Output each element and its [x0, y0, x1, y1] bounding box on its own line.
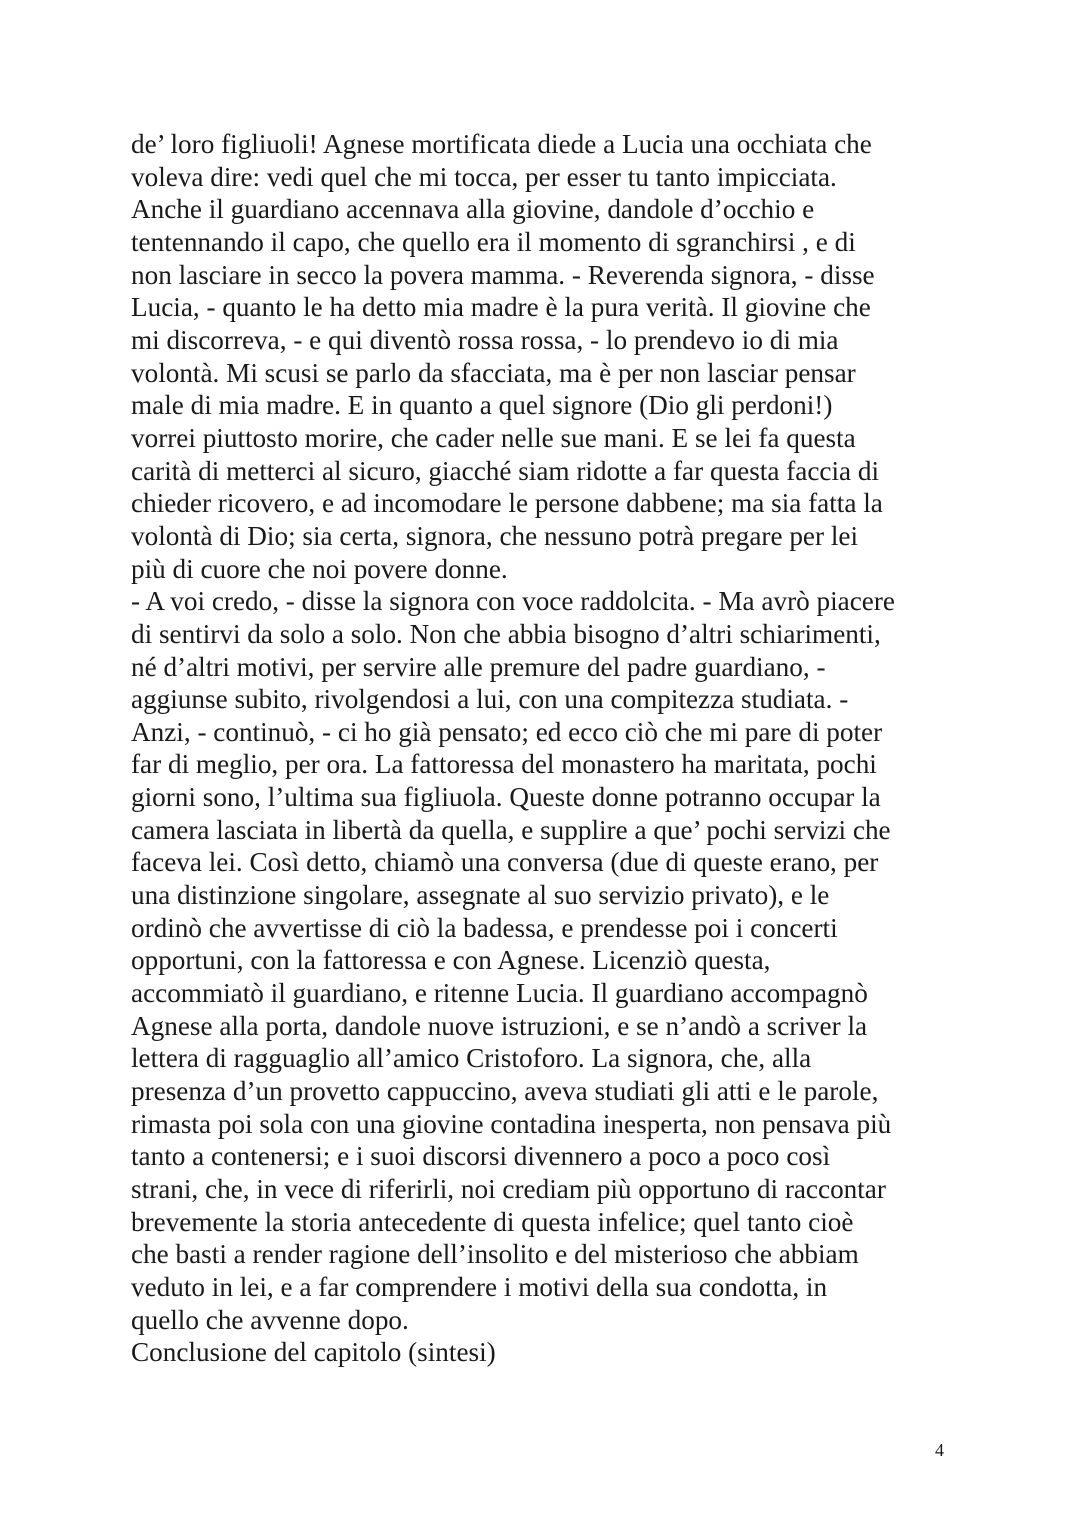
text-line: mi discorreva, - e qui diventò rossa rossa, - lo prendevo io di mia: [131, 324, 839, 355]
text-line: di sentirvi da solo a solo. Non che abbia bisogno d’altri schiarimenti,: [131, 618, 881, 649]
text-line: opportuni, con la fattoressa e con Agnese. Licenziò questa,: [131, 945, 771, 976]
text-line: presenza d’un provetto cappuccino, aveva studiati gli atti e le parole,: [131, 1076, 879, 1107]
text-line: far di meglio, per ora. La fattoressa del monastero ha maritata, pochi: [131, 749, 877, 780]
text-line: - A voi credo, - disse la signora con voce raddolcita. - Ma avrò piacere: [131, 586, 895, 617]
page-number: 4: [935, 1440, 944, 1460]
text-line: che basti a render ragione dell’insolito e del misterioso che abbiam: [131, 1239, 859, 1270]
section-heading: Conclusione del capitolo (sintesi): [131, 1337, 496, 1368]
text-line: lettera di ragguaglio all’amico Cristoforo. La signora, che, alla: [131, 1043, 812, 1074]
text-line: non lasciare in secco la povera mamma. - Reverenda signora, - disse: [131, 259, 875, 290]
text-line: de’ loro figliuoli! Agnese mortificata diede a Lucia una occhiata che: [131, 129, 872, 159]
body-text: [131, 128, 961, 1369]
text-line: volontà di Dio; sia certa, signora, che nessuno potrà pregare per lei: [131, 520, 859, 551]
text-line: quello che avvenne dopo.: [131, 1304, 409, 1335]
text-line: brevemente la storia antecedente di questa infelice; quel tanto cioè: [131, 1206, 854, 1237]
text-line: voleva dire: vedi quel che mi tocca, per esser tu tanto impicciata.: [131, 161, 837, 192]
text-line: male di mia madre. E in quanto a quel signore (Dio gli perdoni!): [131, 390, 833, 421]
text-line: chieder ricovero, e ad incomodare le persone dabbene; ma sia fatta la: [131, 488, 883, 519]
text-line: rimasta poi sola con una giovine contadina inesperta, non pensava più: [131, 1108, 892, 1139]
text-line: strani, che, in vece di riferirli, noi crediam più opportuno di raccontar: [131, 1174, 886, 1204]
text-line: né d’altri motivi, per servire alle premure del padre guardiano, -: [131, 651, 826, 682]
text-line: camera lasciata in libertà da quella, e supplire a que’ pochi servizi che: [131, 814, 891, 845]
text-line: vorrei piuttosto morire, che cader nelle sue mani. E se lei fa questa: [131, 422, 856, 453]
text-line: veduto in lei, e a far comprendere i motivi della sua condotta, in: [131, 1271, 828, 1302]
text-line: faceva lei. Così detto, chiamò una conversa (due di queste erano, per: [131, 847, 879, 878]
text-line: Agnese alla porta, dandole nuove istruzioni, e se n’andò a scriver la: [131, 1010, 868, 1041]
text-line: aggiunse subito, rivolgendosi a lui, con una compitezza studiata. -: [131, 684, 849, 715]
text-line: carità di metterci al sicuro, giacché siam ridotte a far questa faccia di: [131, 455, 880, 486]
text-line: tentennando il capo, che quello era il momento di sgranchirsi , e di: [131, 226, 856, 257]
text-line: accommiatò il guardiano, e ritenne Lucia. Il guardiano accompagnò: [131, 978, 868, 1009]
text-line: Anche il guardiano accennava alla giovine, dandole d’occhio e: [131, 194, 815, 225]
text-line: tanto a contenersi; e i suoi discorsi divennero a poco a poco così: [131, 1141, 831, 1172]
text-line: volontà. Mi scusi se parlo da sfacciata, ma è per non lasciar pensar: [131, 357, 856, 388]
text-line: più di cuore che noi povere donne.: [131, 553, 508, 584]
text-line: una distinzione singolare, assegnate al suo servizio privato), e le: [131, 880, 830, 911]
text-line: Lucia, - quanto le ha detto mia madre è la pura verità. Il giovine che: [131, 292, 871, 323]
text-line: ordinò che avvertisse di ciò la badessa, e prendesse poi i concerti: [131, 912, 838, 943]
text-line: Anzi, - continuò, - ci ho già pensato; ed ecco ciò che mi pare di poter: [131, 716, 883, 747]
text-line: giorni sono, l’ultima sua figliuola. Queste donne potranno occupar la: [131, 782, 881, 813]
